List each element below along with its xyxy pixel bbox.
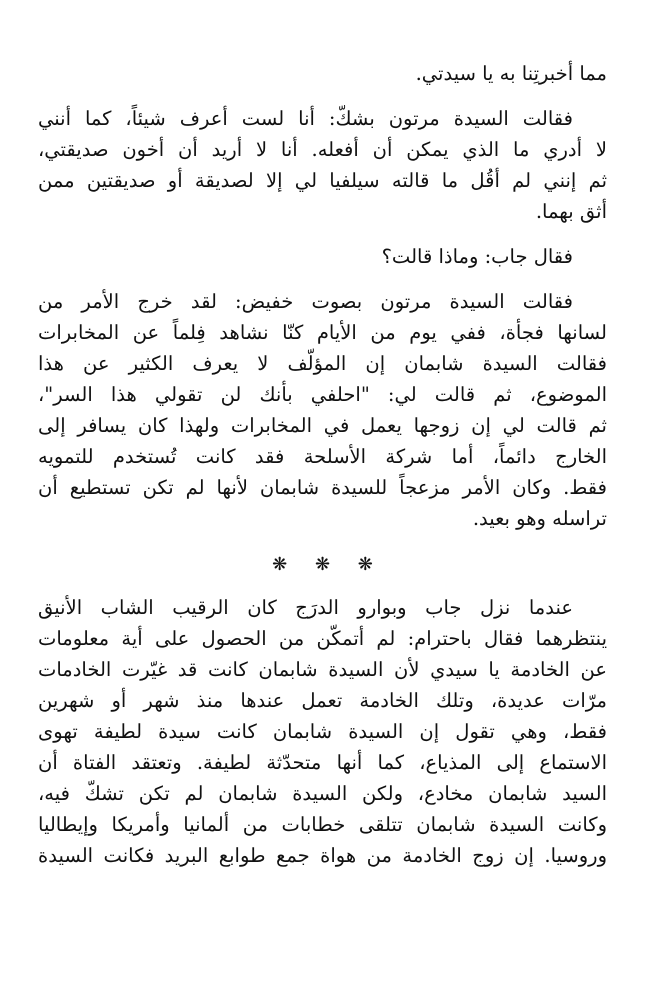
text-line: عندما نزل جاب وبوارو الدرَج كان الرقيب الشاب الأنيق: [38, 596, 573, 619]
text-line: السيد شابمان مخادع، ولكن السيدة شابمان لم تكن تشكّ فيه،: [38, 782, 607, 805]
paragraph-5: [38, 592, 607, 871]
text-line: مما أخبرتِنا به يا سيدتي.: [415, 62, 607, 85]
text-line: لا أدري ما الذي يمكن أن أفعله. أنا لا أريد أن أخون صديقتي،: [38, 138, 607, 161]
asterism-ornament-icon: ❋: [314, 554, 331, 575]
text-line: تراسله وهو بعيد.: [472, 507, 607, 530]
paragraph-4: [38, 286, 607, 534]
text-line: ثم قالت لي إن زوجها يعمل في المخابرات ولهذا كان يسافر إلى: [38, 414, 607, 437]
text-line: فقط. وكان الأمر مزعجاً للسيدة شابمان لأنها لم تكن تستطيع أن: [38, 476, 607, 499]
text-line: الخارج دائماً، أما شركة الأسلحة فقد كانت تُستخدم للتمويه: [38, 445, 607, 468]
text-line: فقالت السيدة مرتون بصوت خفيض: لقد خرج الأمر من: [38, 290, 573, 313]
text-line: الاستماع إلى المذياع، كما أنها متحدّثة لطيفة. وتعتقد الفتاة أن: [38, 751, 607, 774]
section-separator: [38, 548, 607, 582]
paragraph-2: [38, 103, 607, 227]
text-line: فقط، وهي تقول إن السيدة شابمان كانت سيدة لطيفة تهوى: [38, 720, 607, 743]
text-line: لسانها فجأة، ففي يوم من الأيام كنّا نشاهد فِلماً عن المخابرات: [38, 321, 607, 344]
paragraph-3: [38, 241, 607, 272]
text-line: ثم إنني لم أقُل ما قالته سيلفيا لي إلا لصديقة أو صديقتين ممن: [38, 169, 607, 192]
asterism-ornament-icon: ❋: [272, 554, 288, 575]
text-line: أثق بهما.: [535, 200, 607, 223]
text-line: مرّات عديدة، وتلك الخادمة تعمل عندها منذ شهر أو شهرين: [38, 689, 607, 712]
text-line: فقال جاب: وماذا قالت؟: [381, 245, 573, 268]
text-line: فقالت السيدة شابمان إن المؤلّف لا يعرف الكثير عن هذا: [38, 352, 607, 375]
text-line: عن الخادمة يا سيدي لأن السيدة شابمان كانت قد غيّرت الخادمات: [38, 658, 607, 681]
paragraph-1: [38, 58, 607, 89]
text-line: ينتظرهما فقال باحترام: لم أتمكّن من الحصول على أية معلومات: [38, 627, 607, 650]
text-line: الموضوع، ثم قالت لي: "احلفي بأنك لن تقولي هذا السر"،: [38, 383, 607, 406]
text-line: وكانت السيدة شابمان تتلقى خطابات من ألمانيا وأمريكا وإيطاليا: [38, 813, 607, 836]
text-line: وروسيا. إن زوج الخادمة من هواة جمع طوابع البريد فكانت السيدة: [38, 844, 607, 867]
text-line: فقالت السيدة مرتون بشكّ: أنا لست أعرف شيئاً، كما أنني: [38, 107, 573, 130]
asterism-ornament-icon: ❋: [357, 554, 373, 575]
